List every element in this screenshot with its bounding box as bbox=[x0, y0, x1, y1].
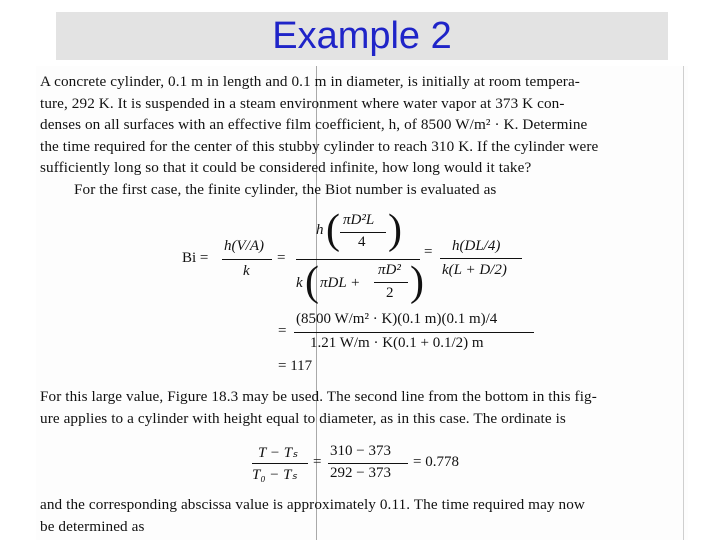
text-line: ture, 292 K. It is suspended in a steam environment where water vapor at 373 K con- bbox=[40, 94, 565, 112]
eq-denominator: 292 − 373 bbox=[330, 465, 391, 481]
eq-numerator: h(V/A) bbox=[224, 238, 264, 254]
title-bar bbox=[56, 12, 668, 60]
eq-den-mid: πDL + bbox=[320, 275, 361, 291]
text-line: A concrete cylinder, 0.1 m in length and 0.1 m in diameter, is initially at room tempera- bbox=[40, 73, 580, 90]
eq-denominator: k bbox=[243, 263, 250, 279]
eq-inner-den: 4 bbox=[358, 234, 366, 250]
paren-open: ( bbox=[326, 207, 340, 253]
paragraph bbox=[40, 386, 680, 429]
eq-denominator: k(L + D/2) bbox=[442, 262, 507, 278]
scan-edge-line bbox=[683, 66, 684, 540]
text-line: sufficiently long so that it could be considered infinite, how long would it take? bbox=[40, 159, 532, 176]
slide-title: Example 2 bbox=[272, 14, 452, 57]
eq-numerator: T − Tₛ bbox=[258, 445, 298, 461]
eq-inner-num: πD² bbox=[378, 262, 401, 278]
ordinate-result: = 0.778 bbox=[413, 454, 459, 470]
fraction-bar bbox=[374, 282, 408, 283]
paragraph bbox=[40, 494, 680, 537]
eq-equals: = bbox=[424, 244, 433, 260]
text-line: denses on all surfaces with an effective film coefficient, h, of 8500 W/m² · K. Determine bbox=[40, 116, 588, 133]
text-line: For this large value, Figure 18.3 may be used. The second line from the bottom in this fig- bbox=[40, 388, 597, 405]
eq-denominator: 1.21 W/m · K(0.1 + 0.1/2) m bbox=[310, 335, 484, 351]
paren-close: ) bbox=[388, 207, 402, 253]
text-line: For the first case, the finite cylinder, the Biot number is evaluated as bbox=[74, 180, 497, 198]
text-line: ure applies to a cylinder with height equal to diameter, as in this case. The ordinate is bbox=[40, 409, 566, 427]
fraction-bar bbox=[340, 232, 386, 233]
text-line: be determined as bbox=[40, 517, 145, 535]
eq-equals: = bbox=[278, 323, 287, 339]
eq-h: h bbox=[316, 222, 324, 238]
eq-inner-den: 2 bbox=[386, 285, 394, 301]
eq-numerator: 310 − 373 bbox=[330, 443, 391, 459]
text-line: and the corresponding abscissa value is approximately 0.11. The time required may now bbox=[40, 496, 585, 513]
fraction-bar bbox=[222, 259, 272, 260]
eq-k: k bbox=[296, 275, 303, 291]
text-line: the time required for the center of this stubby cylinder to reach 310 K. If the cylinder were bbox=[40, 137, 599, 155]
eq-equals: = bbox=[277, 250, 286, 266]
eq-numerator: h(DL/4) bbox=[452, 238, 501, 254]
eq-lhs: Bi = bbox=[182, 250, 209, 266]
problem-statement bbox=[40, 71, 680, 200]
eq-denominator: T₀ − Tₛ bbox=[252, 467, 298, 483]
paren-open: ( bbox=[305, 259, 319, 305]
fraction-bar bbox=[294, 332, 534, 333]
fraction-bar bbox=[328, 463, 408, 464]
fraction-bar bbox=[440, 258, 522, 259]
eq-numerator: (8500 W/m² · K)(0.1 m)(0.1 m)/4 bbox=[296, 311, 498, 327]
eq-equals: = bbox=[313, 454, 322, 470]
eq-inner-num: πD²L bbox=[343, 212, 375, 228]
paren-close: ) bbox=[410, 259, 424, 305]
fraction-bar bbox=[252, 463, 308, 464]
biot-result: = 117 bbox=[278, 358, 313, 374]
